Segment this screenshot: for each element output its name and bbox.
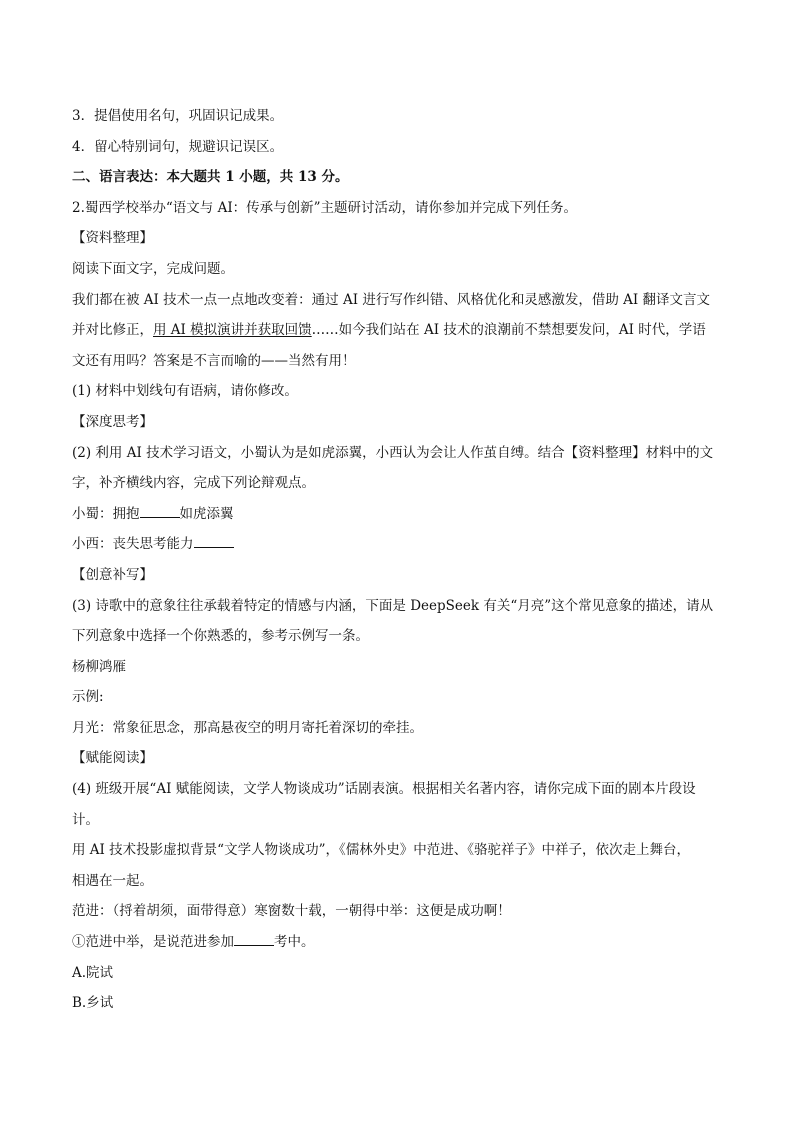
script-setting-line-1: 用 AI 技术投影虚拟背景“文学人物谈成功”，《儒林外史》中范进、《骆驼祥子》中祥子，依次走上舞台， bbox=[72, 842, 690, 859]
fanjin-dialogue: 范进：（捋着胡须，面带得意）寒窗数十载，一朝得中举：这便是成功啊！ bbox=[72, 903, 511, 920]
exam-page bbox=[72, 101, 724, 1019]
sub-question-3-line-2: 下列意象中选择一个你熟悉的，参考示例写一条。 bbox=[72, 628, 369, 645]
sub-question-4-line-2: 计。 bbox=[72, 811, 99, 828]
sub-question-1: (1) 材料中划线句有语病，请你修改。 bbox=[72, 383, 298, 400]
task-heading-deep-thinking: 【深度思考】 bbox=[72, 413, 153, 430]
question-2-intro: 2.蜀西学校举办“语文与 AI：传承与创新”主题研讨活动，请你参加并完成下列任务。 bbox=[72, 199, 578, 216]
script-setting-line-2: 相遇在一起。 bbox=[72, 872, 153, 889]
example-sentence: 月光：常象征思念，那高悬夜空的明月寄托着深切的牵挂。 bbox=[72, 719, 423, 736]
study-tip-3: 3．提倡使用名句，巩固识记成果。 bbox=[72, 108, 284, 124]
task-heading-material: 【资料整理】 bbox=[72, 230, 153, 247]
debate-xiaoxi bbox=[72, 529, 724, 560]
answer-blank[interactable] bbox=[140, 503, 180, 518]
sub-question-2-line-2: 字，补齐横线内容，完成下列论辩观点。 bbox=[72, 475, 315, 492]
question-4-1-prefix: ①范进中举，是说范进参加 bbox=[72, 934, 234, 951]
material-text: ……如今我们站在 AI 技术的浪潮前不禁想要发问，AI 时代，学语 bbox=[311, 322, 706, 339]
underlined-sentence: 用 AI 模拟演讲并获取回馈 bbox=[153, 322, 312, 339]
reading-instruction: 阅读下面文字，完成问题。 bbox=[72, 260, 234, 277]
material-text: 并对比修正， bbox=[72, 322, 153, 339]
material-paragraph-line-1: 我们都在被 AI 技术一点一点地改变着：通过 AI 进行写作纠错、风格优化和灵感激发，借助 AI 翻译文言文 bbox=[72, 291, 710, 308]
material-paragraph-line-2 bbox=[72, 315, 724, 346]
answer-blank[interactable] bbox=[194, 533, 234, 548]
answer-blank[interactable] bbox=[234, 931, 274, 946]
material-paragraph-line-3: 文还有用吗？答案是不言而喻的——当然有用！ bbox=[72, 352, 356, 369]
question-4-1-suffix: 考中。 bbox=[274, 934, 315, 951]
example-label: 示例: bbox=[72, 689, 104, 706]
task-heading-empowered-reading: 【赋能阅读】 bbox=[72, 750, 153, 767]
section-heading-language-expression: 二、语言表达：本大题共 1 小题，共 13 分。 bbox=[72, 169, 349, 186]
debate-xiaoshu bbox=[72, 499, 724, 530]
option-b[interactable]: B.乡试 bbox=[72, 995, 114, 1012]
sub-question-4-line-1: (4) 班级开展“AI 赋能阅读，文学人物谈成功”话剧表演。根据相关名著内容，请你完成下面的剧本片段设 bbox=[72, 781, 696, 798]
task-heading-creative-writing: 【创意补写】 bbox=[72, 566, 153, 583]
sub-question-2-line-1: (2) 利用 AI 技术学习语文，小蜀认为是如虎添翼，小西认为会让人作茧自缚。结合【资料整理】材料中的文 bbox=[72, 444, 714, 461]
imagery-options: 杨柳鸿雁 bbox=[72, 658, 126, 675]
option-a[interactable]: A.院试 bbox=[72, 964, 114, 981]
debate-xiaoshu-prefix: 小蜀：拥抱 bbox=[72, 505, 140, 522]
question-4-1 bbox=[72, 927, 724, 958]
study-tip-4: 4．留心特别词句，规避识记误区。 bbox=[72, 138, 284, 155]
debate-xiaoshu-suffix: 如虎添翼 bbox=[179, 505, 234, 522]
sub-question-3-line-1: (3) 诗歌中的意象往往承载着特定的情感与内涵，下面是 DeepSeek 有关“月亮”这个常见意象的描述，请从 bbox=[72, 597, 714, 614]
debate-xiaoxi-prefix: 小西：丧失思考能力 bbox=[72, 536, 194, 553]
